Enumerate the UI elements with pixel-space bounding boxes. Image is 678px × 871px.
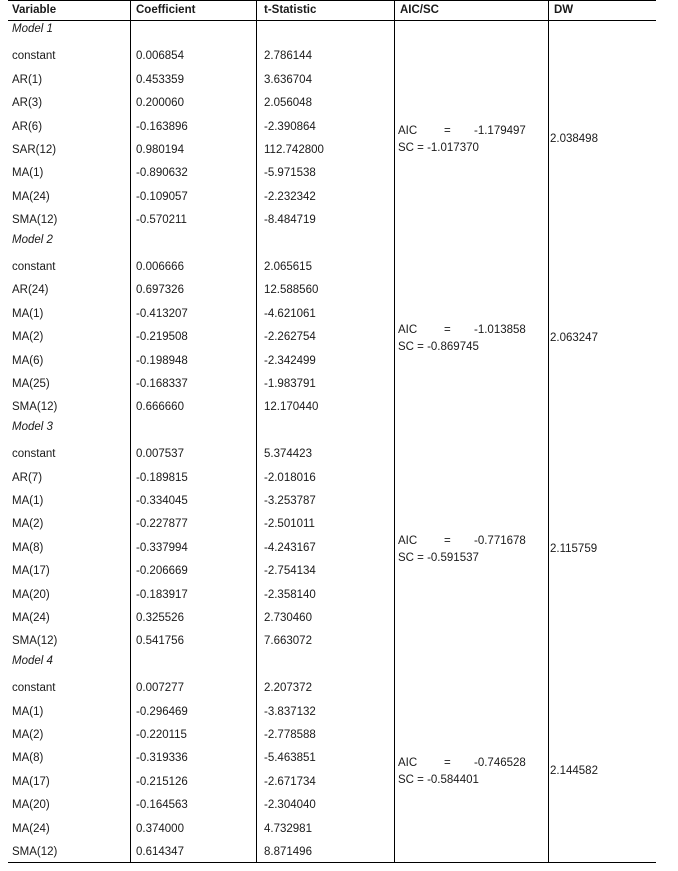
- cell-tstat: 12.170440: [264, 401, 319, 414]
- aic-equals: =: [444, 125, 451, 137]
- cell-tstat: -3.253787: [264, 495, 316, 507]
- cell-coefficient: -0.163896: [136, 120, 188, 133]
- cell-coefficient: -0.219508: [136, 331, 188, 344]
- cell-variable: MA(24): [12, 190, 50, 203]
- cell-coefficient: 0.614347: [136, 846, 184, 858]
- cell-coefficient: 0.006666: [136, 261, 184, 273]
- sc-value: SC = -0.591537: [398, 551, 479, 564]
- cell-tstat: 12.588560: [264, 284, 319, 297]
- cell-coefficient: 0.541756: [136, 635, 184, 648]
- cell-coefficient: 0.007277: [136, 682, 184, 695]
- cell-tstat: 3.636704: [264, 73, 312, 86]
- cell-coefficient: 0.374000: [136, 822, 184, 835]
- cell-tstat: -2.232342: [264, 190, 316, 203]
- cell-coefficient: -0.220115: [136, 729, 187, 741]
- cell-coefficient: -0.189815: [136, 471, 188, 484]
- header-dw: DW: [554, 4, 574, 16]
- cell-coefficient: -0.183917: [136, 588, 188, 601]
- cell-variable: MA(2): [12, 331, 44, 344]
- cell-variable: MA(20): [12, 799, 50, 812]
- cell-variable: MA(8): [12, 541, 44, 554]
- cell-variable: MA(20): [12, 588, 50, 601]
- cell-coefficient: -0.413207: [136, 307, 188, 320]
- cell-tstat: -2.501011: [264, 518, 315, 531]
- cell-coefficient: -0.227877: [136, 518, 188, 531]
- cell-variable: AR(7): [12, 471, 43, 484]
- cell-variable: SMA(12): [12, 214, 58, 227]
- cell-tstat: -8.484719: [264, 214, 316, 227]
- cell-coefficient: 0.697326: [136, 284, 184, 297]
- cell-variable: MA(2): [12, 729, 44, 741]
- cell-variable: AR(3): [12, 97, 43, 110]
- cell-variable: SMA(12): [12, 846, 58, 858]
- cell-tstat: -2.390864: [264, 120, 316, 133]
- cell-variable: SAR(12): [12, 144, 57, 156]
- cell-tstat: 2.730460: [264, 612, 312, 624]
- cell-tstat: -4.621061: [264, 307, 316, 320]
- cell-tstat: 4.732981: [264, 822, 312, 835]
- cell-coefficient: 0.325526: [136, 612, 184, 624]
- cell-variable: SMA(12): [12, 401, 58, 414]
- cell-coefficient: -0.890632: [136, 167, 188, 180]
- cell-variable: MA(17): [12, 775, 50, 788]
- column-divider: [130, 0, 131, 863]
- cell-coefficient: 0.006854: [136, 50, 184, 63]
- cell-variable: constant: [12, 261, 56, 273]
- aic-equals: =: [444, 756, 451, 769]
- model-label: Model 1: [12, 23, 53, 35]
- cell-tstat: 8.871496: [264, 846, 312, 858]
- aic-label: AIC: [398, 125, 418, 137]
- dw-value: 2.144582: [550, 764, 598, 777]
- header-bottom-rule: [8, 20, 656, 21]
- cell-tstat: 2.056048: [264, 97, 312, 110]
- sc-value: SC = -0.869745: [398, 340, 479, 353]
- cell-tstat: -2.304040: [264, 799, 316, 812]
- cell-variable: constant: [12, 682, 56, 695]
- cell-tstat: 2.786144: [264, 50, 312, 63]
- model-label: Model 3: [12, 420, 53, 433]
- table-bottom-rule: [8, 862, 656, 863]
- cell-tstat: 2.207372: [264, 682, 312, 695]
- column-divider: [548, 0, 549, 863]
- cell-coefficient: -0.215126: [136, 775, 188, 788]
- cell-variable: AR(24): [12, 284, 49, 297]
- cell-variable: MA(24): [12, 822, 50, 835]
- aic-label: AIC: [398, 756, 418, 769]
- cell-variable: AR(1): [12, 73, 43, 86]
- cell-coefficient: 0.007537: [136, 448, 184, 461]
- cell-tstat: -2.754134: [264, 565, 316, 578]
- cell-variable: MA(25): [12, 378, 50, 390]
- aic-label: AIC: [398, 323, 418, 336]
- cell-variable: AR(6): [12, 120, 43, 133]
- header-aicsc: AIC/SC: [400, 4, 439, 16]
- cell-tstat: 5.374423: [264, 448, 312, 461]
- cell-variable: MA(8): [12, 752, 44, 765]
- cell-variable: constant: [12, 448, 56, 461]
- cell-variable: MA(24): [12, 612, 50, 624]
- column-divider: [256, 0, 257, 863]
- cell-tstat: 2.065615: [264, 261, 312, 273]
- cell-coefficient: -0.337994: [136, 541, 188, 554]
- aic-value: -1.013858: [474, 323, 526, 336]
- aic-label: AIC: [398, 534, 418, 547]
- cell-coefficient: -0.319336: [136, 752, 188, 765]
- cell-tstat: -2.342499: [264, 354, 316, 367]
- aic-equals: =: [444, 323, 451, 336]
- aic-value: -0.771678: [474, 534, 526, 547]
- dw-value: 2.115759: [550, 542, 598, 555]
- header-tstat: t-Statistic: [264, 4, 317, 16]
- cell-coefficient: -0.334045: [136, 495, 188, 507]
- cell-tstat: -5.971538: [264, 167, 316, 180]
- cell-variable: MA(6): [12, 354, 44, 367]
- cell-tstat: -2.358140: [264, 588, 316, 601]
- cell-tstat: 112.742800: [264, 144, 324, 156]
- cell-tstat: -1.983791: [264, 378, 316, 390]
- cell-tstat: -3.837132: [264, 705, 316, 718]
- cell-variable: SMA(12): [12, 635, 58, 648]
- cell-variable: MA(1): [12, 167, 44, 180]
- cell-coefficient: -0.168337: [136, 378, 188, 390]
- cell-tstat: -2.262754: [264, 331, 316, 344]
- cell-coefficient: -0.296469: [136, 705, 188, 718]
- dw-value: 2.063247: [550, 331, 598, 344]
- cell-tstat: -2.778588: [264, 729, 316, 741]
- model-label: Model 2: [12, 233, 53, 246]
- cell-variable: MA(17): [12, 565, 50, 578]
- cell-coefficient: 0.200060: [136, 97, 184, 110]
- cell-tstat: -4.243167: [264, 541, 316, 554]
- cell-coefficient: -0.570211: [136, 214, 187, 227]
- cell-variable: MA(1): [12, 307, 44, 320]
- sc-value: SC = -0.584401: [398, 773, 479, 786]
- cell-coefficient: 0.980194: [136, 144, 184, 156]
- cell-coefficient: 0.453359: [136, 73, 184, 86]
- cell-coefficient: -0.198948: [136, 354, 188, 367]
- cell-coefficient: -0.109057: [136, 190, 188, 203]
- header-variable: Variable: [12, 4, 57, 16]
- cell-variable: MA(2): [12, 518, 44, 531]
- cell-coefficient: 0.666660: [136, 401, 184, 414]
- column-divider: [394, 0, 395, 863]
- cell-variable: MA(1): [12, 705, 44, 718]
- cell-variable: constant: [12, 50, 56, 63]
- aic-equals: =: [444, 534, 451, 547]
- cell-variable: MA(1): [12, 495, 44, 507]
- aic-value: -0.746528: [474, 756, 526, 769]
- cell-tstat: -5.463851: [264, 752, 316, 765]
- dw-value: 2.038498: [550, 133, 598, 145]
- model-label: Model 4: [12, 654, 53, 667]
- cell-tstat: 7.663072: [264, 635, 312, 648]
- table-top-rule: [8, 0, 656, 1]
- header-coefficient: Coefficient: [136, 4, 196, 16]
- aic-value: -1.179497: [474, 125, 526, 137]
- cell-coefficient: -0.206669: [136, 565, 188, 578]
- cell-tstat: -2.018016: [264, 471, 316, 484]
- sc-value: SC = -1.017370: [398, 142, 479, 154]
- cell-coefficient: -0.164563: [136, 799, 188, 812]
- cell-tstat: -2.671734: [264, 775, 316, 788]
